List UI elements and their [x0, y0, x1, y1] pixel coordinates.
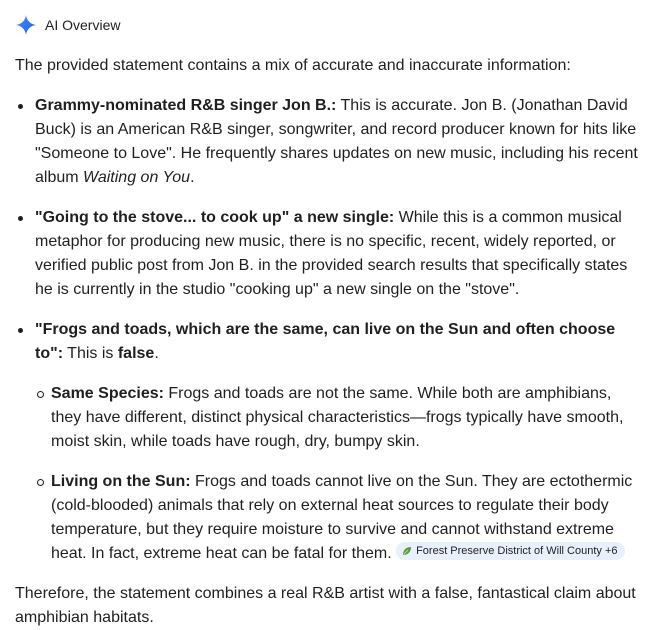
list-item: [35, 206, 640, 302]
item-text-end: .: [154, 345, 159, 362]
ai-overview-title: AI Overview: [45, 17, 121, 33]
item-text: This is: [63, 345, 118, 362]
claims-list: [15, 94, 640, 566]
list-item: [35, 94, 640, 190]
list-item: [35, 318, 640, 566]
gemini-sparkle-icon: [15, 14, 37, 36]
item-text: While this is a common musical metaphor for producing new music, there is no specific, recent, widely reported, or verified public post from Jon B. in the provided search results that specifically states he is currently in the studio "cooking up" a new single on the "stove".: [35, 209, 628, 298]
intro-text: The provided statement contains a mix of accurate and inaccurate information:: [15, 57, 571, 74]
sub-item-heading: Same Species:: [51, 385, 164, 402]
source-chip-label: Forest Preserve District of Will County +6: [416, 545, 618, 557]
outro-text: Therefore, the statement combines a real R&B artist with a false, fantastical claim about amphibian habitats.: [15, 585, 636, 626]
verdict-false: false: [117, 345, 155, 362]
sub-list: [35, 382, 640, 566]
item-text: This is accurate. Jon B. (Jonathan David Buck) is an American R&B singer, songwriter, and record producer known for hits like "Someone to Love". He frequently shares updates on new music, including his recent album: [35, 97, 638, 186]
sub-list-item: [51, 382, 640, 454]
sub-item-heading: Living on the Sun:: [51, 473, 191, 490]
item-heading: Grammy-nominated R&B singer Jon B.:: [35, 97, 337, 114]
sub-item-text: Frogs and toads are not the same. While both are amphibians, they have different, distinct physical characteristics—frogs typically have smooth, moist skin, while toads have rough, dry, bumpy skin.: [51, 385, 624, 450]
leaf-icon: [402, 546, 412, 556]
album-title: Waiting on You: [83, 169, 191, 186]
ai-overview-header: [15, 12, 640, 38]
item-heading: "Frogs and toads, which are the same, can live on the Sun and often choose to":: [35, 321, 616, 362]
item-heading: "Going to the stove... to cook up" a new single:: [35, 209, 395, 226]
source-chip[interactable]: [396, 542, 624, 560]
item-text-end: .: [190, 169, 195, 186]
sub-list-item: [51, 470, 640, 566]
sub-item-text: Frogs and toads cannot live on the Sun. They are ectothermic (cold-blooded) animals that rely on external heat sources to regulate their body temperature, but they require moisture to survive and cannot withstand extreme heat. In fact, extreme heat can be fatal for them.: [51, 473, 633, 562]
